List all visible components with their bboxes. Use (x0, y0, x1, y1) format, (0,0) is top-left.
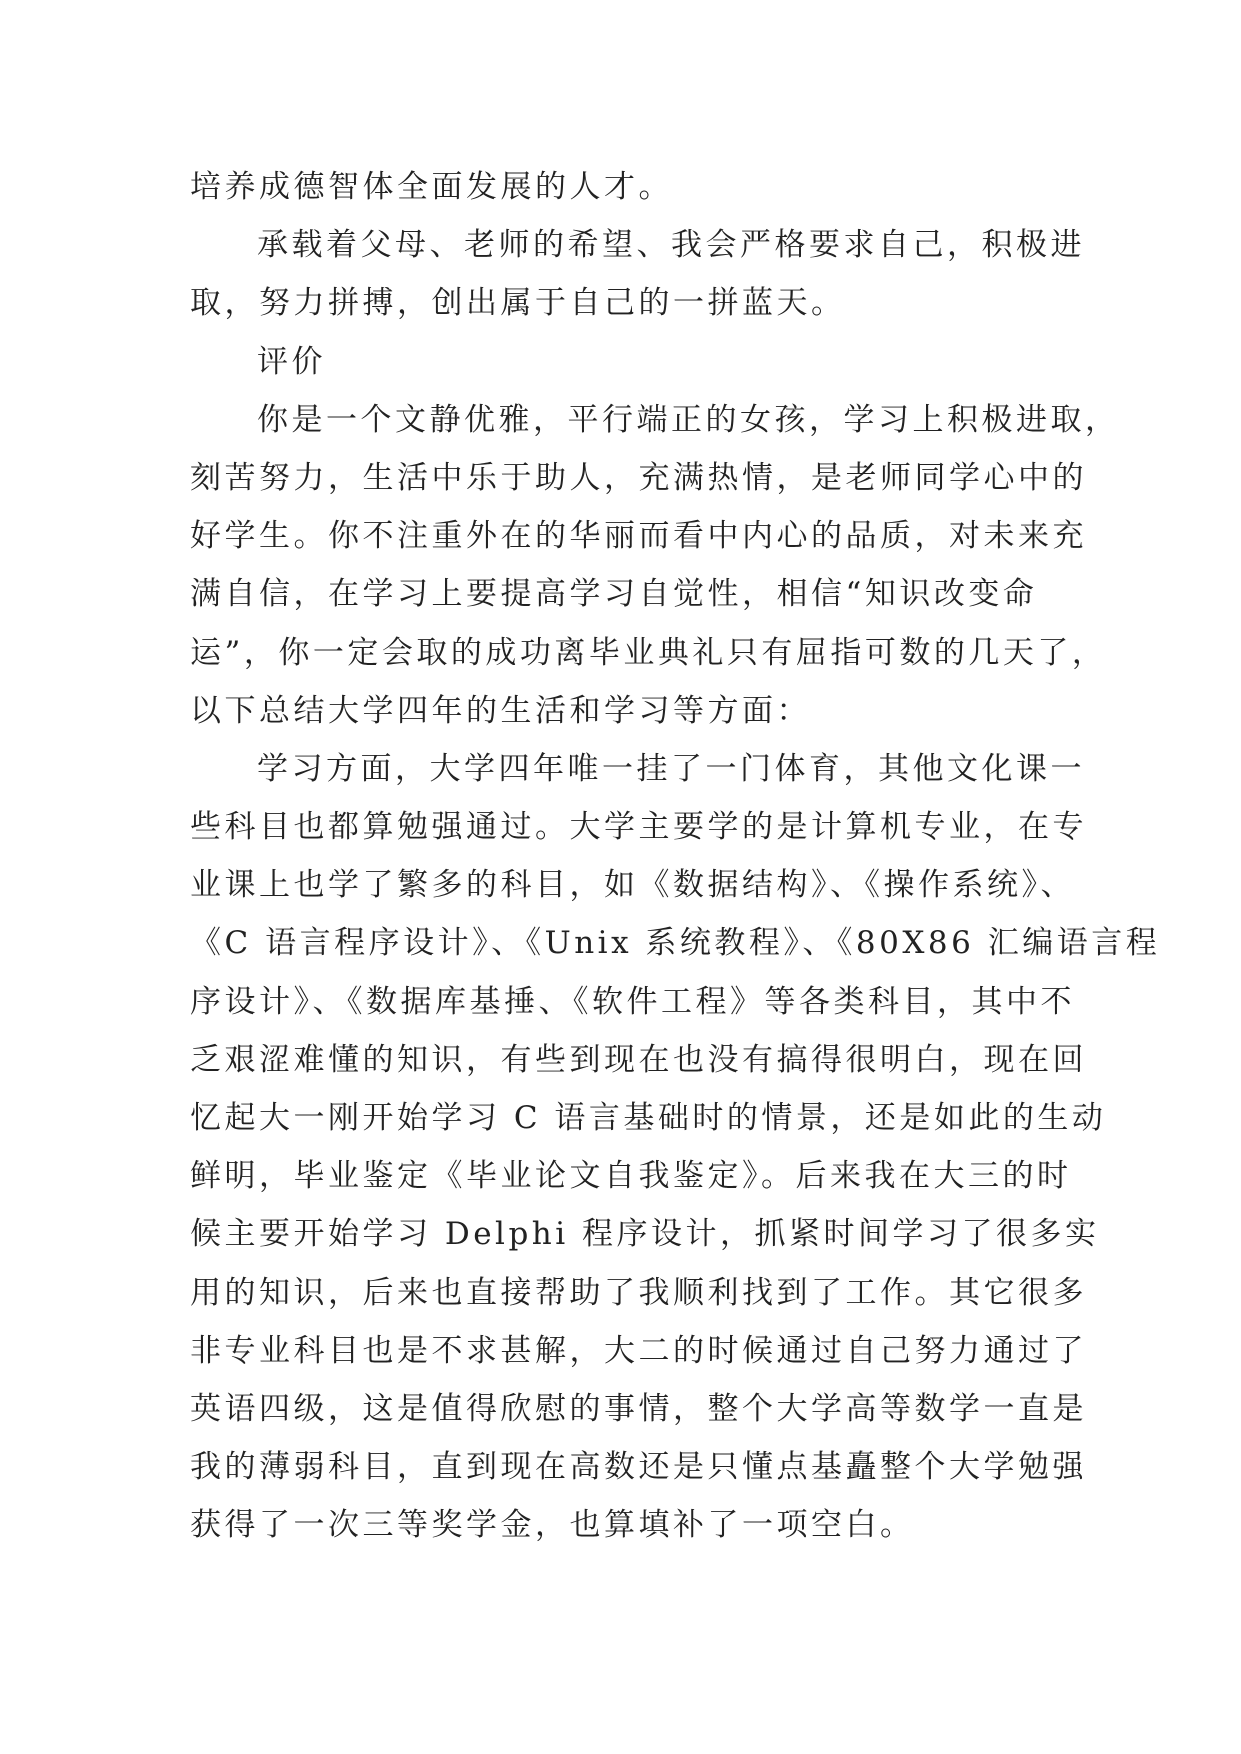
text-line: 非专业科目也是不求甚解，大二的时候通过自己努力通过了 (190, 1332, 1087, 1369)
text-line: 候主要开始学习 Delphi 程序设计，抓紧时间学习了很多实 (190, 1216, 1100, 1253)
text-line: 序设计》、《数据库基捶、《软件工程》等各类科目，其中不 (190, 983, 1075, 1020)
text-line: 以下总结大学四年的生活和学习等方面： (190, 692, 811, 729)
text-line: 刻苦努力，生活中乐于助人，充满热情，是老师同学心中的 (190, 459, 1087, 496)
text-line: 些科目也都算勉强通过。大学主要学的是计算机专业，在专 (190, 809, 1087, 846)
text-line: 我的薄弱科目，直到现在高数还是只懂点基矗整个大学勉强 (190, 1449, 1087, 1486)
text-line: 学习方面，大学四年唯一挂了一门体育，其他文化课一 (257, 750, 1085, 787)
text-line: 满自信，在学习上要提高学习自觉性，相信“知识改变命 (190, 576, 1038, 613)
text-line: 运”，你一定会取的成功离毕业典礼只有屈指可数的几天了， (190, 634, 1107, 671)
text-line: 忆起大一刚开始学习 C 语言基础时的情景，还是如此的生动 (190, 1100, 1107, 1136)
text-line: 英语四级，这是值得欣慰的事情，整个大学高等数学一直是 (190, 1390, 1087, 1427)
text-line: 承载着父母、老师的希望、我会严格要求自己，积极进 (257, 227, 1085, 264)
text-line: 培养成德智体全面发展的人才。 (190, 169, 673, 205)
text-line: 鲜明，毕业鉴定《毕业论文自我鉴定》。后来我在大三的时 (190, 1158, 1072, 1195)
section-heading: 评价 (257, 343, 326, 380)
text-line: 《C 语言程序设计》、《Unix 系统教程》、《80X86 汇编语言程 (190, 925, 1161, 962)
text-line: 用的知识，后来也直接帮助了我顺利找到了工作。其它很多 (190, 1274, 1087, 1311)
text-line: 取，努力拼搏，创出属于自己的一拼蓝天。 (190, 285, 846, 322)
document-body (190, 158, 1161, 1555)
text-line: 业课上也学了繁多的科目，如《数据结构》、《操作系统》、 (190, 867, 1075, 904)
text-line: 你是一个文静优雅，平行端正的女孩，学习上积极进取， (257, 401, 1120, 438)
text-line: 获得了一次三等奖学金，也算填补了一项空白。 (190, 1507, 915, 1544)
text-line: 乏艰涩难懂的知识，有些到现在也没有搞得很明白，现在回 (190, 1041, 1087, 1078)
text-line: 好学生。你不注重外在的华丽而看中内心的品质，对未来充 (190, 518, 1087, 555)
